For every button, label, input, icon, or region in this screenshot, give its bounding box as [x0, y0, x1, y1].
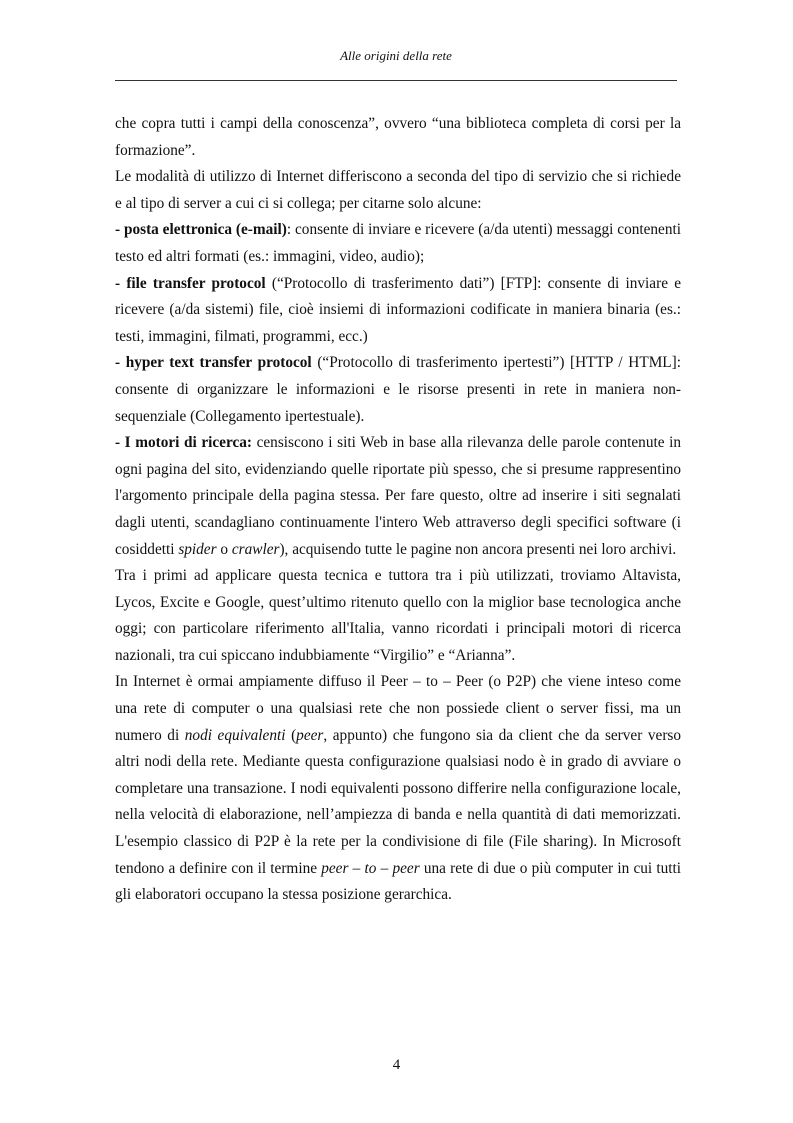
list-item-http: - hyper text transfer protocol (“Protocollo di trasferimento ipertesti”) [HTTP / HTML]: consente di organizzare le informazioni e le risorse presenti in rete in maniera non-sequenziale (Collegamento ipertestuale). — [115, 354, 681, 425]
body-text — [115, 111, 681, 909]
list-item-ftp: - file transfer protocol (“Protocollo di trasferimento dati”) [FTP]: consente di inviare e ricevere (a/da sistemi) file, cioè insiemi di informazioni codificate in maniera binaria (es.: testi, immagini, filmati, programmi, ecc.) — [115, 274, 681, 345]
term-peer: peer — [296, 726, 324, 744]
paragraph-p2p: In Internet è ormai ampiamente diffuso il Peer – to – Peer (o P2P) che viene inteso come una rete di computer o una qualsiasi rete che non possiede client o server fissi, ma un numero di nodi equivalenti (peer, appunto) che fungono sia da client che da server verso altri nodi della rete. Mediante questa configurazione qualsiasi nodo è in grado di avviare o completare una transazione. I nodi equivalenti possono differire nella configurazione locale, nella velocità di elaborazione, nell’ampiezza di banda e nella quantità di dati memorizzati. L'esempio classico di P2P è la rete per la condivisione di file (File sharing). In Microsoft tendono a definire con il termine peer – to – peer una rete di due o più computer in cui tutti gli elaboratori occupano la stessa posizione gerarchica. — [115, 673, 682, 904]
term-crawler: crawler — [231, 540, 280, 558]
header-rule — [115, 80, 677, 81]
term-search-engines: - I motori di ricerca: — [115, 434, 252, 452]
term-http: - hyper text transfer protocol — [115, 354, 312, 372]
list-item-search-engines: - I motori di ricerca: censiscono i siti Web in base alla rilevanza delle parole contenute in ogni pagina del sito, evidenziando quelle riportate più spesso, che si presume rappresentino l'argomento principale della pagina stessa. Per fare questo, oltre ad inserire i siti segnalati dagli utenti, scandagliano continuamente l'intero Web attraverso degli specifici software (i cosiddetti spider o crawler), acquisendo tutte le pagine non ancora presenti nei loro archivi. — [115, 434, 682, 558]
paragraph-search-engine-examples: Tra i primi ad applicare questa tecnica e tuttora tra i più utilizzati, troviamo Altavista, Lycos, Excite e Google, quest’ultimo ritenuto quello con la miglior base tecnologica anche oggi; con particolare riferimento all'Italia, vanno ricordati i principali motori di ricerca nazionali, tra cui spiccano indubbiamente “Virgilio” e “Arianna”. — [115, 567, 681, 664]
term-spider: spider — [178, 540, 217, 558]
term-ftp: - file transfer protocol — [115, 274, 266, 292]
term-email: - posta elettronica (e-mail) — [115, 221, 287, 239]
paragraph-continuation: che copra tutti i campi della conoscenza”, ovvero “una biblioteca completa di corsi per la formazione”. — [115, 115, 681, 159]
page-number: 4 — [392, 1057, 401, 1073]
list-item-email: - posta elettronica (e-mail): consente di inviare e ricevere (a/da utenti) messaggi contenenti testo ed altri formati (es.: immagini, video, audio); — [115, 221, 681, 265]
running-header-title: Alle origini della rete — [340, 48, 452, 63]
term-nodi-equivalenti: nodi equivalenti — [184, 726, 286, 744]
paragraph-internet-modes: Le modalità di utilizzo di Internet differiscono a seconda del tipo di servizio che si richiede e al tipo di server a cui ci si collega; per citarne solo alcune: — [115, 168, 681, 212]
term-peer-to-peer: peer – to – peer — [321, 859, 420, 877]
